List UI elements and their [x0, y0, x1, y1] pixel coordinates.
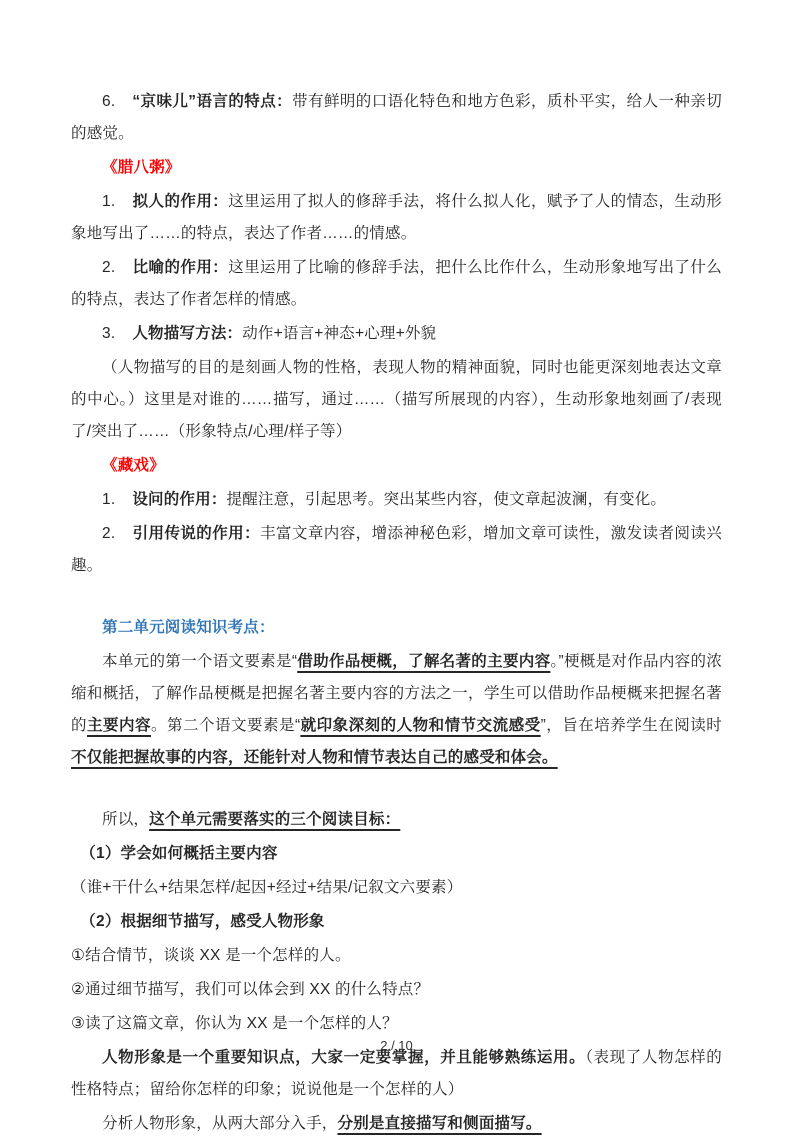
question-3-run-0: ③读了这篇文章，你认为 XX 是一个怎样的人？ — [71, 1015, 398, 1032]
heading-labazhou-run-0: 《腊八粥》 — [102, 159, 181, 176]
document-body — [71, 86, 722, 1142]
para-unit2-language-elements-run-6: ”，旨在培养学生在阅读时 — [540, 717, 722, 734]
item-biyu-role-run-0: 2. — [102, 259, 116, 276]
para-three-reading-goals — [71, 804, 722, 836]
item-shewen-role-run-2: 提醒注意，引起思考。突出某些内容，使文章起波澜，有变化。 — [226, 491, 667, 508]
page-footer — [0, 1036, 793, 1056]
question-2-run-0: ②通过细节描写，我们可以体会到 XX 的什么特点？ — [71, 981, 430, 998]
para-unit2-language-elements-run-4: 。第二个语文要素是“ — [151, 717, 301, 734]
heading-zangxi-run-0: 《藏戏》 — [102, 457, 165, 474]
goal-1-summarize-content-run-0: （1）学会如何概括主要内容 — [80, 845, 278, 862]
item-biyu-role — [71, 252, 722, 316]
para-analyze-character-image-run-0: 分析人物形象，从两大部分入手， — [102, 1115, 338, 1132]
heading-zangxi — [71, 450, 722, 482]
item-niren-role-run-1: 拟人的作用： — [132, 193, 229, 210]
item-biyu-role-run-2: 这里运用了比喻的修辞手法，把什么比作什么，生动形象地写出了什么的特点，表达了作者怎样的情感。 — [71, 259, 722, 308]
item-jingwei-language-trait-run-1: “京味儿”语言的特点： — [132, 93, 293, 110]
para-three-reading-goals-run-1: 这个单元需要落实的三个阅读目标： — [149, 811, 401, 828]
para-unit2-language-elements-run-1: 借助作品梗概，了解名著的主要内容 — [297, 653, 551, 670]
item-niren-role — [71, 186, 722, 250]
question-1-run-0: ①结合情节，谈谈 XX 是一个怎样的人。 — [71, 947, 351, 964]
item-renwu-miaoxie-method — [71, 318, 722, 350]
para-unit2-language-elements-run-3: 主要内容 — [87, 717, 151, 734]
item-renwu-miaoxie-method-run-0: 3. — [102, 325, 116, 342]
heading-unit2-reading-points-run-0: 第二单元阅读知识考点： — [102, 619, 275, 636]
note-renwu-miaoxie-purpose-run-0: （人物描写的目的是刻画人物的性格，表现人物的精神面貌，同时也能更深刻地表达文章的中心。）这里是对谁的……描写，通过……（描写所展现的内容），生动形象地刻画了/表现了/突出了……（形象特点/心理/样子等） — [71, 359, 722, 440]
note-character-image-keypoint-run-0: 人物形象是一个重要知识点，大家一定要掌握，并且能够熟练运用。 — [102, 1049, 586, 1066]
item-niren-role-run-0: 1. — [102, 193, 116, 210]
item-yinyong-chuanshuo-role-run-1: 引用传说的作用： — [132, 525, 261, 542]
item-yinyong-chuanshuo-role-run-2: 丰富文章内容，增添神秘色彩，增加文章可读性，激发读者阅读兴趣。 — [71, 525, 722, 574]
para-three-reading-goals-run-0: 所以， — [102, 811, 150, 828]
item-jingwei-language-trait — [71, 86, 722, 150]
item-yinyong-chuanshuo-role-run-0: 2. — [102, 525, 116, 542]
goal-1-summarize-content — [71, 838, 722, 870]
item-renwu-miaoxie-method-run-2: 动作+语言+神态+心理+外貌 — [242, 325, 437, 342]
question-1 — [71, 940, 722, 972]
para-unit2-language-elements — [71, 646, 722, 774]
para-unit2-language-elements-run-5: 就印象深刻的人物和情节交流感受 — [300, 717, 541, 734]
item-renwu-miaoxie-method-run-1: 人物描写方法： — [132, 325, 243, 342]
goal-1-formula-note — [71, 872, 722, 904]
para-unit2-language-elements-run-2: 。”梗概是对作品内容的浓缩和概括，了解作品梗概是把握名著主要内容的方法之一，学生可以借助作品梗概来把握名著的 — [71, 653, 723, 734]
goal-2-character-image — [71, 906, 722, 938]
item-jingwei-language-trait-run-2: 带有鲜明的口语化特色和地方色彩，质朴平实，给人一种亲切的感觉。 — [71, 93, 722, 142]
question-2 — [71, 974, 722, 1006]
para-unit2-language-elements-run-0: 本单元的第一个语文要素是“ — [102, 653, 298, 670]
item-biyu-role-run-1: 比喻的作用： — [132, 259, 229, 276]
heading-labazhou — [71, 152, 722, 184]
item-yinyong-chuanshuo-role — [71, 518, 722, 582]
para-analyze-character-image-run-1: 分别是直接描写和侧面描写。 — [337, 1115, 542, 1132]
item-shewen-role-run-1: 设问的作用： — [132, 491, 227, 508]
goal-2-character-image-run-0: （2）根据细节描写，感受人物形象 — [80, 913, 325, 930]
goal-1-formula-note-run-0: （谁+干什么+结果怎样/起因+经过+结果/记叙文六要素） — [71, 879, 463, 896]
heading-unit2-reading-points — [71, 612, 722, 644]
note-character-image-keypoint-run-1: （表现了人物怎样的性格特点；留给你怎样的印象；说说他是一个怎样的人） — [71, 1049, 722, 1098]
item-shewen-role — [71, 484, 722, 516]
item-jingwei-language-trait-run-0: 6. — [102, 93, 116, 110]
para-analyze-character-image — [71, 1108, 722, 1140]
item-shewen-role-run-0: 1. — [102, 491, 116, 508]
note-renwu-miaoxie-purpose — [71, 352, 722, 448]
page-number: 2 / 10 — [380, 1038, 413, 1053]
item-niren-role-run-2: 这里运用了拟人的修辞手法，将什么拟人化，赋予了人的情态，生动形象地写出了……的特点，表达了作者……的情感。 — [71, 193, 722, 242]
para-unit2-language-elements-run-7: 不仅能把握故事的内容，还能针对人物和情节表达自己的感受和体会。 — [71, 749, 558, 766]
